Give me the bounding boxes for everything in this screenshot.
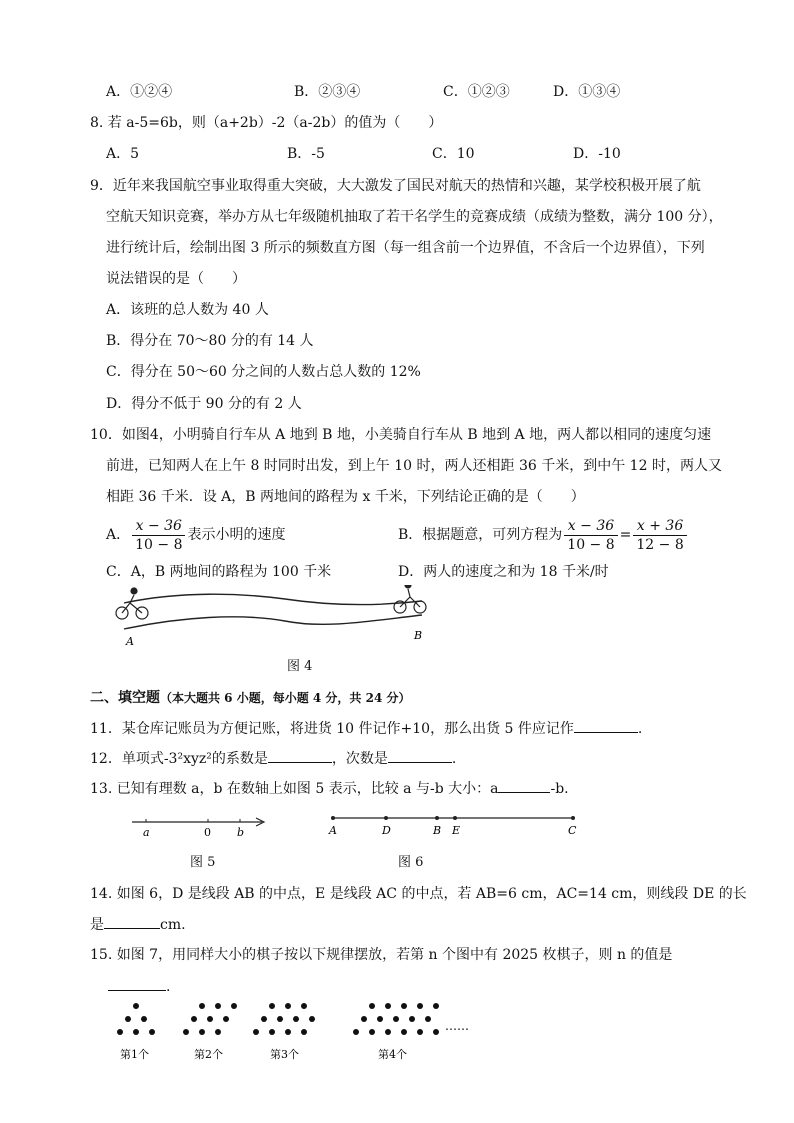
pattern-2	[183, 1003, 237, 1035]
fraction-numerator: x − 36	[132, 517, 185, 536]
q9-line-3: 进行统计后，绘制出图 3 所示的频数直方图（每一组含前一个边界值，不含后一个边界值），下列	[106, 240, 705, 256]
figure-4-label-a: A	[126, 635, 134, 648]
figure-5-caption: 图 5	[190, 855, 216, 870]
q11-end: .	[637, 721, 643, 737]
q7-option-d: D．①③④	[553, 84, 621, 100]
q12-part-1: 12．单项式-3²xyz²的系数是	[90, 751, 268, 767]
q8-option-a: A．5	[106, 146, 140, 162]
q8-option-c: C．10	[432, 146, 475, 162]
q15-line-2	[108, 976, 170, 997]
figure-4-road	[110, 585, 440, 657]
q10-option-c: C．A，B 两地间的路程为 100 千米	[106, 564, 332, 580]
q9-line-4: 说法错误的是（ ）	[106, 271, 246, 287]
q10-option-d: D．两人的速度之和为 18 千米/时	[398, 564, 609, 580]
q13-answer-blank[interactable]	[498, 778, 550, 793]
q9-option-d: D．得分不低于 90 分的有 2 人	[106, 396, 302, 412]
q8-option-d: D．-10	[573, 146, 621, 162]
figure-5-label-a: a	[143, 826, 150, 839]
road-top-edge	[124, 594, 422, 604]
q9-option-c: C．得分在 50～60 分之间的人数占总人数的 12%	[106, 364, 421, 380]
pattern-3	[253, 1003, 315, 1035]
road-bottom-edge	[124, 615, 422, 629]
q10-line-2: 前进，已知两人在上午 8 时同时出发，到上午 10 时，两人还相距 36 千米，到中午 12 时，两人又	[106, 458, 722, 474]
q11-answer-blank[interactable]	[574, 718, 638, 733]
q12-coefficient-blank[interactable]	[268, 748, 332, 763]
point-e	[453, 816, 457, 820]
q9-line-1: 9．近年来我国航空事业取得重大突破，大大激发了国民对航天的热情和兴趣，某学校积极开展了航	[90, 178, 701, 194]
pattern-4	[353, 1003, 439, 1035]
q11-text: 11．某仓库记账员为方便记账，将进货 10 件记作+10，那么出货 5 件应记作	[90, 721, 574, 737]
q7-option-b: B．②③④	[294, 84, 361, 100]
q7-option-c: C．①②③	[443, 84, 510, 100]
cyclist-xiaomei-icon	[394, 585, 426, 613]
fraction-numerator: x + 36	[633, 517, 686, 536]
fraction-denominator: 10 − 8	[135, 536, 183, 553]
figure-5-number-line	[128, 812, 272, 842]
section-2-title: 二、填空题	[90, 690, 160, 706]
figure-6-segment	[325, 810, 585, 840]
q15-line-1: 15. 如图 7，用同样大小的棋子按以下规律摆放，若第 n 个图中有 2025 枚棋子，则 n 的值是	[90, 947, 673, 963]
section-2-header	[90, 688, 410, 708]
q12-end: .	[451, 751, 457, 767]
point-b	[435, 816, 439, 820]
q14-prefix: 是	[90, 917, 104, 933]
q10-option-b-prefix: B．根据题意，可列方程为	[398, 527, 563, 543]
fraction-denominator: 12 − 8	[636, 536, 684, 553]
q10-line-1: 10．如图4，小明骑自行车从 A 地到 B 地，小美骑自行车从 B 地到 A 地，两人都以相同的速度匀速	[90, 427, 712, 443]
q14-suffix: cm.	[160, 917, 186, 933]
q10-option-a-fraction	[132, 517, 185, 554]
figure-7-label-4: 第4个	[378, 1048, 407, 1061]
q10-option-a-prefix: A．	[106, 527, 131, 543]
q12-part-2: ，次数是	[331, 751, 388, 767]
q14-line-2	[90, 914, 186, 935]
figure-4-caption: 图 4	[287, 659, 313, 674]
q15-end: .	[166, 979, 171, 995]
q9-option-a: A．该班的总人数为 40 人	[106, 302, 269, 318]
q10-option-a-suffix: 表示小明的速度	[187, 527, 286, 543]
point-d	[384, 816, 388, 820]
pattern-1	[117, 1003, 155, 1035]
figure-5-label-0: 0	[204, 826, 211, 839]
figure-7-ellipsis: ……	[445, 1019, 469, 1033]
fraction-numerator: x − 36	[564, 517, 617, 536]
q8-stem: 8. 若 a-5=6b，则（a+2b）-2（a-2b）的值为（ ）	[90, 115, 443, 131]
figure-6-label-d: D	[382, 824, 391, 837]
q14-line-1: 14. 如图 6，D 是线段 AB 的中点，E 是线段 AC 的中点，若 AB=6 cm，AC=14 cm，则线段 DE 的长	[90, 886, 747, 902]
q14-answer-blank[interactable]	[104, 914, 160, 929]
q12-degree-blank[interactable]	[388, 748, 452, 763]
q10-option-b-fraction-1	[564, 517, 617, 554]
fraction-denominator: 10 − 8	[567, 536, 615, 553]
q13-text: 13. 已知有理数 a，b 在数轴上如图 5 表示，比较 a 与-b 大小：a	[90, 781, 499, 797]
equals-sign: =	[619, 527, 632, 543]
q10-line-3: 相距 36 千米．设 A，B 两地间的路程为 x 千米，下列结论正确的是（ ）	[106, 489, 585, 505]
figure-7-label-1: 第1个	[120, 1048, 149, 1061]
cyclist-xiaoming-icon	[116, 588, 148, 619]
figure-6-label-e: E	[452, 824, 461, 837]
q15-answer-blank[interactable]	[108, 976, 166, 991]
q11	[90, 718, 642, 739]
q8-option-b: B．-5	[287, 146, 325, 162]
q12	[90, 748, 456, 769]
q10-option-a	[106, 515, 285, 555]
section-2-note: （本大题共 6 小题，每小题 4 分，共 24 分）	[160, 691, 411, 705]
q10-option-b	[398, 515, 689, 555]
figure-4-label-b: B	[414, 629, 423, 642]
point-a	[331, 816, 335, 820]
figure-6-label-b: B	[433, 824, 442, 837]
figure-7-label-2: 第2个	[194, 1048, 223, 1061]
q10-option-b-fraction-2	[633, 517, 686, 554]
q7-option-a: A．①②④	[106, 84, 173, 100]
q13-end: -b.	[550, 781, 569, 797]
figure-6-label-c: C	[568, 824, 577, 837]
figure-6-caption: 图 6	[398, 855, 424, 870]
point-c	[571, 816, 575, 820]
figure-7-patterns	[110, 996, 480, 1066]
figure-7-label-3: 第3个	[270, 1048, 299, 1061]
q13	[90, 778, 569, 799]
figure-5-label-b: b	[237, 826, 245, 839]
q9-option-b: B．得分在 70～80 分的有 14 人	[106, 333, 314, 349]
q9-line-2: 空航天知识竞赛，举办方从七年级随机抽取了若干名学生的竞赛成绩（成绩为整数，满分 100 分），	[106, 209, 723, 225]
figure-6-label-a: A	[329, 824, 337, 837]
